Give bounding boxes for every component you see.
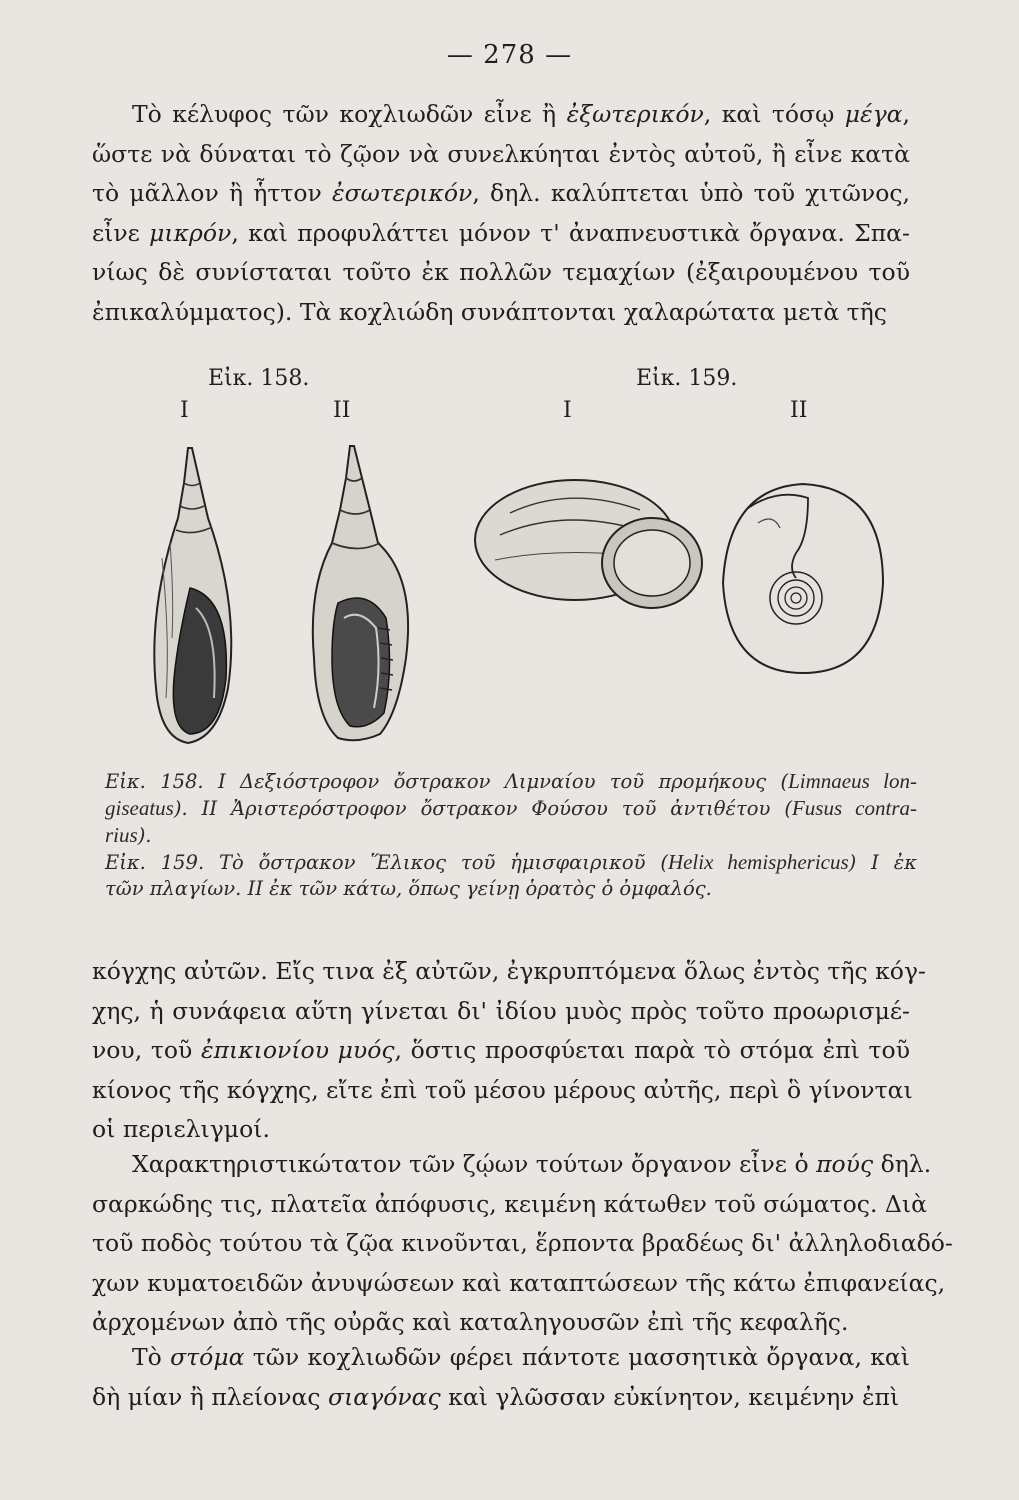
text-run: ). II Ἀριστερόστροφον ὄστρακον Φούσου τοῦ ἀντιθέτου (	[173, 797, 792, 820]
fusus-shell-illustration	[298, 438, 418, 748]
text-run: μικρόν	[149, 218, 232, 247]
text-run: ἀρχομένων ἀπὸ τῆς οὐρᾶς καὶ καταληγουσῶν ἐπὶ τῆς κεφαλῆς.	[92, 1308, 849, 1336]
text-run: ) I ἐκ	[848, 851, 917, 874]
figure-caption	[105, 768, 917, 902]
text-run: στόμα	[170, 1343, 245, 1371]
text-run: καὶ γλῶσσαν εὐκίνητον, κειμένην ἐπὶ	[440, 1382, 900, 1411]
text-run: οἱ περιελιγμοί.	[92, 1115, 270, 1143]
bottom-paragraph-2	[92, 1145, 953, 1343]
text-run: ἐσωτερικόν	[332, 179, 473, 207]
helix-side-illustration	[470, 465, 710, 625]
text-run: Εἰκ. 158. I Δεξιόστροφον ὄστρακον Λιμναίου τοῦ προμήκους (	[105, 770, 789, 793]
page-number: — 278 —	[446, 40, 573, 70]
text-line	[92, 1185, 927, 1225]
text-line	[92, 293, 910, 333]
limnaeus-shell-illustration	[140, 438, 250, 748]
text-line	[105, 795, 917, 822]
text-run: , δηλ. καλύπτεται ὑπὸ τοῦ χιτῶνος,	[472, 179, 910, 207]
text-line	[105, 822, 917, 849]
text-run: ἐπικαλύμματος). Τὰ κοχλιώδη συνάπτονται χαλαρώτατα μετὰ τῆς	[92, 297, 887, 326]
text-line	[92, 1110, 910, 1150]
bottom-paragraph-3	[92, 1338, 910, 1417]
text-run: rius	[105, 823, 138, 847]
text-run: giseatus	[105, 796, 174, 820]
text-run: κίονος τῆς κόγχης, εἴτε ἐπὶ τοῦ μέσου μέρους αὐτῆς, περὶ ὃ γίνονται	[92, 1075, 913, 1104]
text-run: τοῦ ποδὸς τούτου τὰ ζῷα κινοῦνται, ἕρποντα βραδέως δι' ἀλληλοδιαδό-	[92, 1229, 953, 1257]
fig159-label: Εἰκ. 159.	[636, 366, 738, 391]
text-line	[92, 214, 910, 254]
text-run: ).	[137, 824, 152, 847]
text-run: δηλ.	[873, 1150, 932, 1178]
text-line	[92, 1031, 910, 1071]
fig158-roman-ii: II	[333, 398, 351, 423]
text-line	[92, 1145, 932, 1185]
text-run: μέγα	[844, 100, 903, 128]
text-line	[92, 1071, 913, 1111]
text-run: τῶν πλαγίων. II ἐκ τῶν κάτω, ὅπως γείνῃ ὁρατὸς ὁ ὀμφαλός.	[105, 877, 712, 900]
helix-umbilicus-illustration	[718, 478, 888, 678]
text-line	[92, 174, 910, 214]
text-run: ἐξωτερικόν	[566, 100, 704, 128]
text-line	[92, 1338, 910, 1378]
text-run: δὴ μίαν ἢ πλείονας	[92, 1382, 329, 1411]
text-run: Τὸ κέλυφος τῶν κοχλιωδῶν εἶνε ἢ	[132, 100, 567, 128]
text-line	[92, 1264, 946, 1304]
text-run: , καὶ τόσῳ	[703, 100, 845, 128]
text-run: νου, τοῦ	[92, 1036, 201, 1064]
text-run: πούς	[816, 1150, 874, 1178]
text-run: νίως δὲ συνίσταται τοῦτο ἐκ πολλῶν τεμαχίων (ἐξαιρουμένου τοῦ	[92, 258, 910, 286]
text-line	[92, 992, 910, 1032]
text-run: , ὅστις προσφύεται παρὰ τὸ στόμα ἐπὶ τοῦ	[394, 1036, 910, 1064]
text-run: κόγχης αὐτῶν. Εἴς τινα ἐξ αὐτῶν, ἐγκρυπτόμενα ὅλως ἐντὸς τῆς κόγ-	[92, 957, 926, 985]
text-run: χων κυματοειδῶν ἀνυψώσεων καὶ καταπτώσεων τῆς κάτω ἐπιφανείας,	[92, 1268, 946, 1297]
text-run: ὥστε νὰ δύναται τὸ ζῷον νὰ συνελκύηται ἐντὸς αὐτοῦ, ἢ εἶνε κατὰ	[92, 139, 910, 168]
bottom-paragraph-1	[92, 952, 926, 1150]
text-run: , καὶ προφυλάττει μόνον τ' ἀναπνευστικὰ ὄργανα. Σπα-	[231, 218, 910, 247]
text-run: ἐπικιονίου μυός	[201, 1036, 395, 1064]
text-run: Limnaeus lon-	[788, 769, 917, 793]
text-line	[92, 253, 910, 293]
text-run: Χαρακτηριστικώτατον τῶν ζῴων τούτων ὄργανον εἶνε ὁ	[132, 1150, 817, 1178]
text-run: σιαγόνας	[328, 1382, 441, 1411]
text-line	[92, 135, 910, 175]
fig158-roman-i: I	[180, 398, 189, 423]
text-run: χης, ἡ συνάφεια αὕτη γίνεται δι' ἰδίου μυὸς πρὸς τοῦτο προωρισμέ-	[92, 996, 910, 1025]
text-line	[92, 1303, 910, 1343]
text-run: Helix hemisphericus	[667, 850, 849, 874]
text-run: εἶνε	[92, 218, 150, 247]
text-run: τὸ μᾶλλον ἢ ἧττον	[92, 179, 333, 207]
text-run: τῶν κοχλιωδῶν φέρει πάντοτε μασσητικὰ ὄργανα, καὶ	[244, 1343, 911, 1371]
text-run: Τὸ	[132, 1343, 171, 1371]
text-run: σαρκώδης τις, πλατεῖα ἀπόφυσις, κειμένη κάτωθεν τοῦ σώματος. Διὰ	[92, 1189, 927, 1218]
text-run: ,	[902, 100, 910, 128]
text-line	[92, 1378, 910, 1418]
text-line	[92, 1224, 953, 1264]
text-run: Εἰκ. 159. Τὸ ὄστρακον Ἕλικος τοῦ ἡμισφαιρικοῦ (	[105, 851, 668, 874]
fig159-roman-i: I	[563, 398, 572, 423]
text-run: Fusus contra-	[791, 796, 917, 820]
text-line	[92, 952, 926, 992]
top-paragraph	[92, 95, 910, 332]
text-line	[105, 768, 917, 795]
fig158-label: Εἰκ. 158.	[208, 366, 310, 391]
fig159-roman-ii: II	[790, 398, 808, 423]
text-line	[92, 95, 910, 135]
text-line	[105, 876, 917, 902]
text-line	[105, 849, 917, 876]
